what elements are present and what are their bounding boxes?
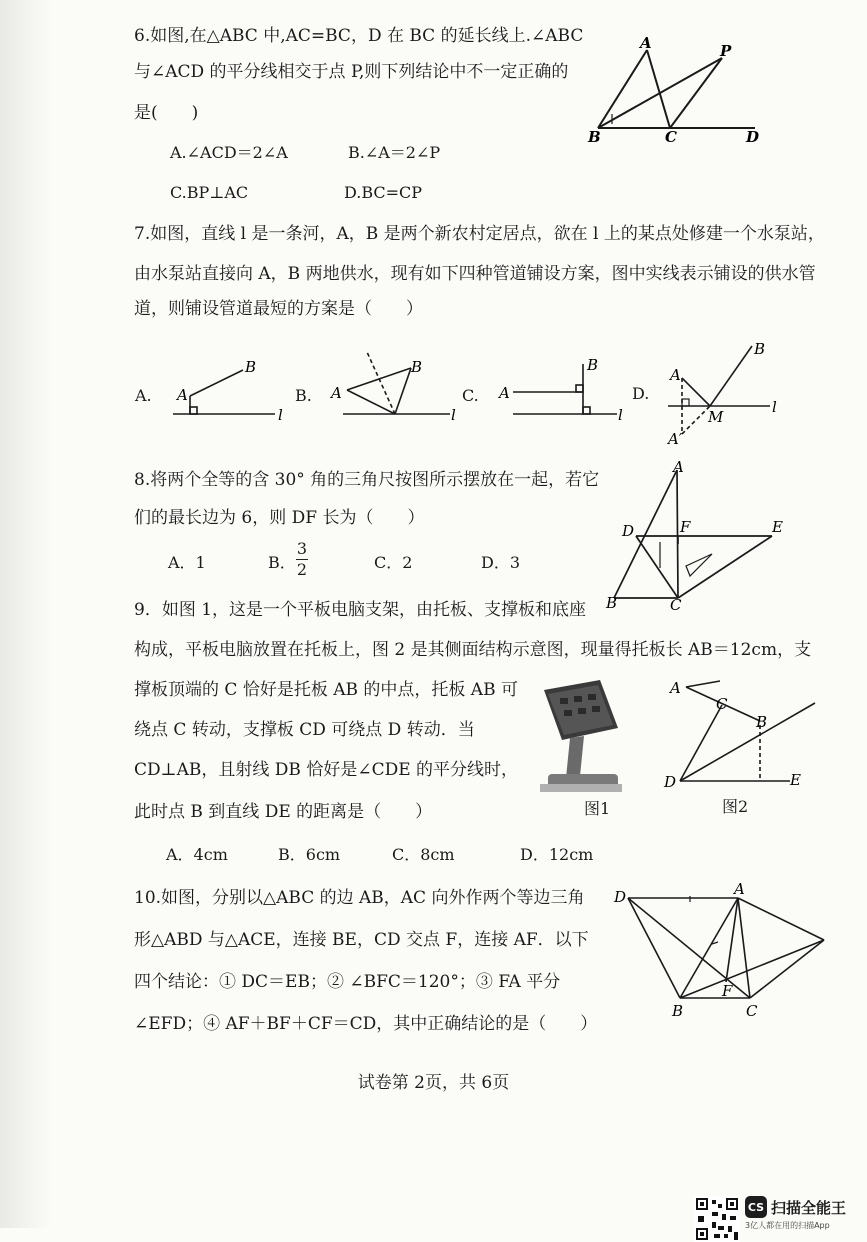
q7d-label-m: M [708,408,724,426]
q7-figure-c [495,352,630,432]
q10-line-1: 10.如图，分别以△ABC 的边 AB，AC 向外作两个等边三角 [134,888,585,908]
page-footer: 试卷第 2页，共 6页 [357,1073,510,1093]
q7c-label-b: B [587,356,599,374]
q6-label-d: D [746,128,760,146]
q8-label-e: E [772,518,783,536]
q8-option-c[interactable]: C．2 [374,553,413,572]
q7-option-b[interactable]: B. [295,386,312,405]
q8-line-2: 们的最长边为 6，则 DF 长为（ ） [134,508,425,528]
q8-option-b-fraction [296,540,308,579]
q7c-label-a: A [499,384,510,402]
q9-label-a: A [670,679,681,697]
q8-option-a[interactable]: A．1 [168,553,206,572]
q7-figure-d [660,338,790,450]
q8-line-1: 8.将两个全等的含 30° 角的三角尺按图所示摆放在一起，若它 [134,470,600,490]
fraction-denominator: 2 [296,560,308,579]
q10-label-c: C [746,1002,758,1020]
q6-line-1: 6.如图,在△ABC 中,AC=BC，D 在 BC 的延长线上.∠ABC [134,26,584,46]
q7a-label-a: A [177,386,188,404]
q10-line-3: 四个结论：① DC＝EB；② ∠BFC＝120°；③ FA 平分 [134,972,561,992]
q9-line-2: 构成，平板电脑放置在托板上，图 2 是其侧面结构示意图，现量得托板长 AB＝12cm，支 [134,640,812,660]
q9-line-3: 撑板顶端的 C 恰好是托板 AB 的中点，托板 AB 可 [134,680,518,700]
tablet-stand-photo [540,680,622,792]
q7-option-a[interactable]: A. [135,386,152,405]
q7a-label-l: l [278,406,283,424]
q9-label-d: D [664,773,677,791]
q10-label-f: F [722,982,733,1000]
q7b-label-b: B [411,358,423,376]
q7d-label-l: l [772,398,777,416]
q9-figure-2 [660,675,820,795]
q8-label-f: F [680,518,691,536]
q9-option-d[interactable]: D．12cm [520,845,594,864]
q6-line-3: 是( ) [134,103,199,123]
q9-option-c[interactable]: C．8cm [392,845,455,864]
q6-figure [580,30,780,150]
q9-line-1: 9．如图 1，这是一个平板电脑支架，由托板、支撑板和底座 [134,600,587,620]
q7c-label-l: l [618,406,623,424]
q9-label-b: B [756,713,768,731]
q7d-label-a: A [670,366,681,384]
q7-line-2: 由水泵站直接向 A，B 两地供水，现有如下四种管道铺设方案，图中实线表示铺设的供水管 [134,264,816,284]
q7d-label-b: B [754,340,766,358]
q7b-label-a: A [331,384,342,402]
q9-label-e: E [790,771,801,789]
q10-label-b: B [672,1002,684,1020]
scanner-tagline: 3亿人都在用的扫描App [745,1221,830,1230]
fraction-numerator: 3 [296,539,308,558]
q6-label-b: B [588,128,601,146]
q10-line-4: ∠EFD；④ AF＋BF＋CF＝CD，其中正确结论的是（ ） [134,1014,598,1034]
q7-line-1: 7.如图，直线 l 是一条河，A，B 是两个新农村定居点，欲在 l 上的某点处修建一个水泵站， [134,224,825,244]
q7-option-c[interactable]: C. [462,386,479,405]
q6-option-b[interactable]: B.∠A＝2∠P [348,143,441,162]
q8-figure [600,458,800,614]
q6-line-2: 与∠ACD 的平分线相交于点 P,则下列结论中不一定正确的 [134,62,569,82]
q7-figure-a [165,352,290,432]
q10-line-2: 形△ABD 与△ACE，连接 BE，CD 交点 F，连接 AF．以下 [134,930,589,950]
camscanner-logo-icon: CS [745,1196,767,1218]
q10-label-d: D [614,888,627,906]
q9-label-c: C [716,695,728,713]
q8-label-b: B [606,594,618,612]
q9-fig2-caption: 图2 [722,797,749,816]
q7d-label-a-prime: A′ [668,430,683,448]
q9-line-5: CD⊥AB，且射线 DB 恰好是∠CDE 的平分线时， [134,760,519,780]
qr-code-icon [694,1196,740,1242]
q9-line-4: 绕点 C 转动，支撑板 CD 可绕点 D 转动．当 [134,720,475,740]
q7-figure-b [325,346,465,432]
q9-option-a[interactable]: A．4cm [166,845,228,864]
q7-option-d[interactable]: D. [632,384,650,403]
q8-option-d[interactable]: D．3 [481,553,521,572]
scanner-watermark [745,1196,846,1231]
q9-option-b[interactable]: B．6cm [278,845,341,864]
q8-label-c: C [670,596,682,614]
q6-label-a: A [640,34,652,52]
q7a-label-b: B [245,358,257,376]
q8-label-d: D [622,522,635,540]
q9-line-6: 此时点 B 到直线 DE 的距离是（ ） [134,802,433,822]
q6-label-c: C [665,128,677,146]
q10-figure [612,882,832,1022]
scan-edge-shadow [0,0,52,1228]
scanner-brand: 扫描全能王 [771,1198,847,1217]
q6-option-c[interactable]: C.BP⊥AC [170,183,249,202]
q8-label-a: A [673,458,684,476]
q6-label-p: P [720,42,732,60]
q10-label-a: A [734,882,745,898]
q9-fig1-caption: 图1 [584,799,611,818]
q7b-label-l: l [451,406,456,424]
q6-option-d[interactable]: D.BC=CP [344,183,423,202]
q8-option-b[interactable]: B． [268,553,296,572]
q7-line-3: 道，则铺设管道最短的方案是（ ） [134,299,423,319]
q6-option-a[interactable]: A.∠ACD＝2∠A [170,143,288,162]
